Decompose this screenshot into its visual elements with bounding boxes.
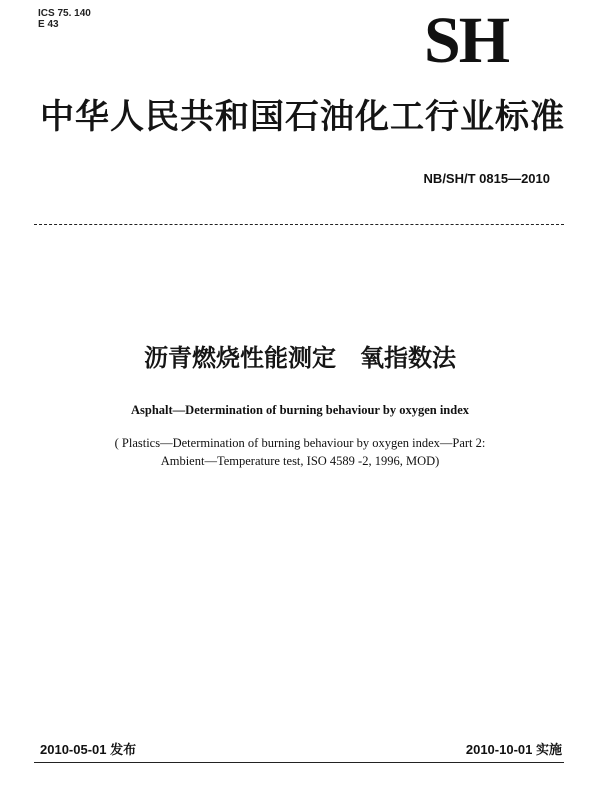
header-divider xyxy=(34,224,564,225)
implementation-date xyxy=(466,742,562,759)
sh-logo: SH xyxy=(424,4,509,77)
equivalence-note-line-2: Ambient—Temperature test, ISO 4589 -2, 1996, MOD) xyxy=(160,454,440,468)
ics-code: ICS 75. 140 xyxy=(38,8,91,19)
standard-number: NB/SH/T 0815—2010 xyxy=(423,171,550,186)
organization-title: 中华人民共和国石油化工行业标准 xyxy=(40,97,565,137)
footer-divider xyxy=(34,762,564,763)
implementation-date-label: 实施 xyxy=(535,743,562,758)
issue-date xyxy=(40,742,136,759)
class-code: E 43 xyxy=(38,19,59,30)
issue-date-label: 发布 xyxy=(110,743,137,758)
issue-date-value: 2010-05-01 xyxy=(40,742,107,757)
standard-title-chinese: 沥青燃烧性能测定 氧指数法 xyxy=(144,344,456,372)
standard-title-english: Asphalt—Determination of burning behaviour by oxygen index xyxy=(130,403,469,417)
implementation-date-value: 2010-10-01 xyxy=(465,742,533,757)
classification-codes xyxy=(38,8,91,30)
equivalence-note-line-1: ( Plastics—Determination of burning behaviour by oxygen index—Part 2: xyxy=(114,436,486,450)
